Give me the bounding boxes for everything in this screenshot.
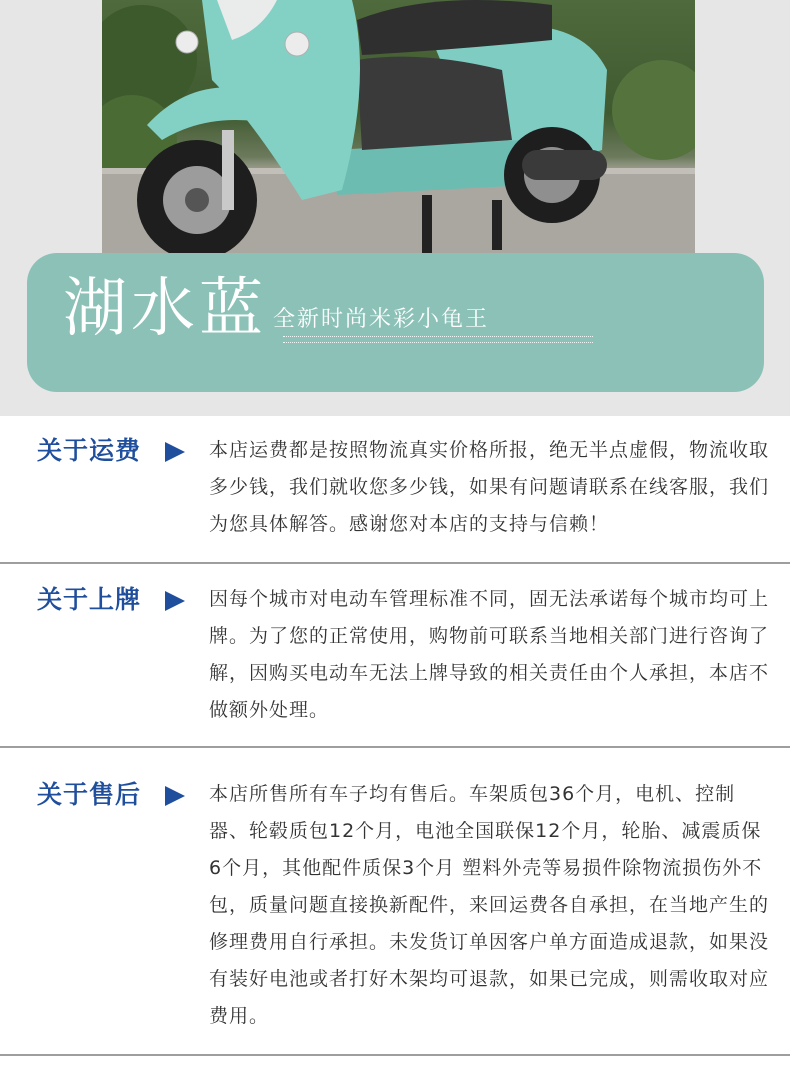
color-title: 湖水蓝 xyxy=(63,272,267,346)
product-banner xyxy=(0,0,790,416)
product-subtitle: 全新时尚米彩小龟王 xyxy=(273,307,490,332)
title-card xyxy=(27,253,764,392)
scooter-illustration xyxy=(102,0,695,253)
scooter-photo xyxy=(102,0,695,253)
after-sales-text: 本店所售所有车子均有售后。车架质包36个月，电机、控制器、轮毂质包12个月，电池全国联保12个月，轮胎、减震质保6个月，其他配件质保3个月 塑料外壳等易损件除物流损伤外不包，质量问题直接换新配件，来回运费各自承担，在当地产生的修理费用自行承担。未发货订单因客户单方面造成退款，如果没有装好电池或者打好木架均可退款，如果已完成，则需收取对应费用。 xyxy=(209,783,770,1027)
divider xyxy=(0,1054,790,1056)
arrow-right-icon xyxy=(165,591,185,611)
arrow-right-icon xyxy=(165,442,185,462)
decorative-fine-print-line xyxy=(283,342,593,345)
license-text: 因每个城市对电动车管理标准不同，固无法承诺每个城市均可上牌。为了您的正常使用，购物前可联系当地相关部门进行咨询了解，因购买电动车无法上牌导致的相关责任由个人承担，本店不做额外处理。 xyxy=(209,588,770,721)
divider xyxy=(0,746,790,748)
section-heading-after-sales: 关于售后 xyxy=(37,780,142,809)
section-heading-shipping: 关于运费 xyxy=(37,436,142,465)
divider xyxy=(0,562,790,564)
section-heading-license: 关于上牌 xyxy=(37,585,142,614)
shipping-text: 本店运费都是按照物流真实价格所报，绝无半点虚假，物流收取多少钱，我们就收您多少钱，如果有问题请联系在线客服，我们为您具体解答。感谢您对本店的支持与信赖！ xyxy=(209,439,770,535)
decorative-fine-print-line xyxy=(283,336,593,339)
arrow-right-icon xyxy=(165,786,185,806)
